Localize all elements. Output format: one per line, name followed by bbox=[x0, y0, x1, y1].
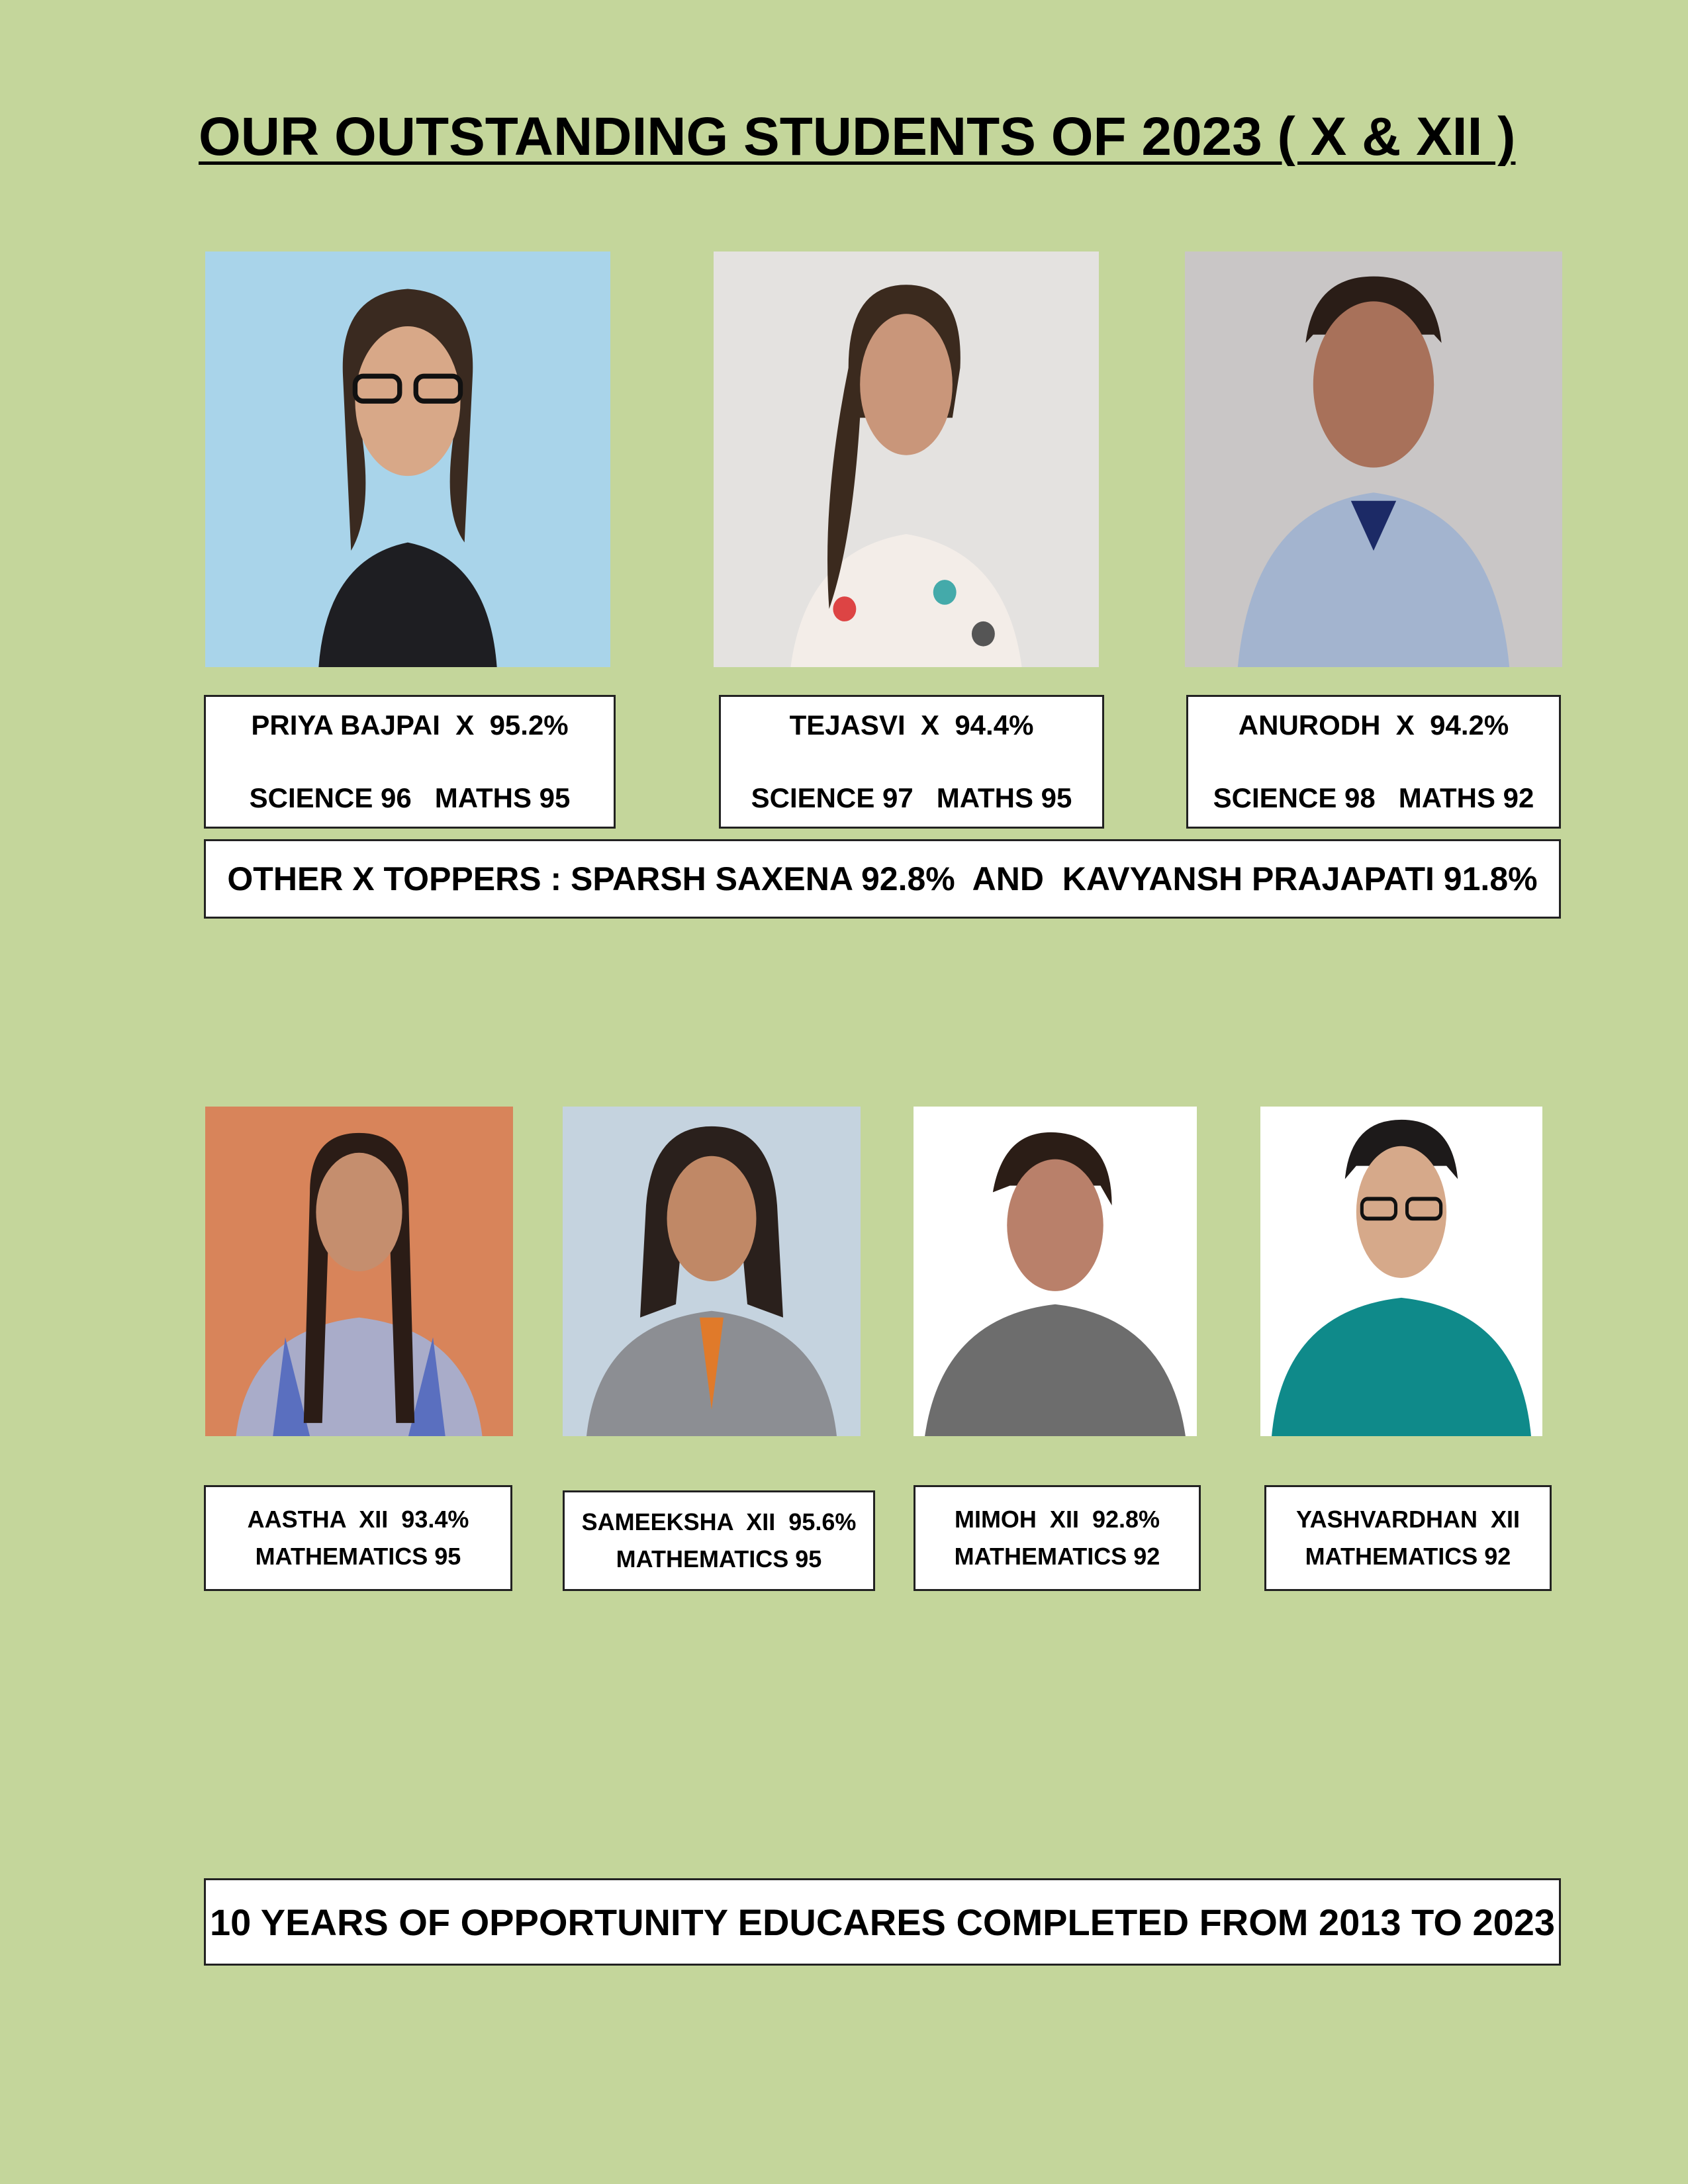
student-name-line: AASTHA XII 93.4% bbox=[247, 1506, 469, 1533]
student-photo-yashvardhan bbox=[1260, 1107, 1542, 1436]
student-photo-aastha bbox=[205, 1107, 513, 1436]
student-photo-tejasvi bbox=[714, 251, 1099, 667]
student-subject-line: MATHEMATICS 92 bbox=[954, 1543, 1160, 1570]
page-title: OUR OUTSTANDING STUDENTS OF 2023 ( X & XII ) bbox=[199, 107, 1516, 167]
student-name-line: TEJASVI X 94.4% bbox=[789, 709, 1034, 741]
student-card-yashvardhan bbox=[1264, 1485, 1552, 1591]
student-card-mimoh bbox=[914, 1485, 1201, 1591]
student-scores-line: SCIENCE 98 MATHS 92 bbox=[1213, 782, 1534, 813]
student-name-line: SAMEEKSHA XII 95.6% bbox=[581, 1508, 857, 1535]
student-photo-anurodh bbox=[1185, 251, 1562, 667]
student-card-sameeksha bbox=[563, 1490, 875, 1591]
student-scores-line: SCIENCE 96 MATHS 95 bbox=[249, 782, 571, 813]
student-name-line: ANURODH X 94.2% bbox=[1238, 709, 1509, 741]
student-name-line: YASHVARDHAN XII bbox=[1295, 1506, 1521, 1533]
student-card-priya bbox=[204, 695, 616, 829]
student-name-line: MIMOH XII 92.8% bbox=[954, 1506, 1160, 1533]
student-photo-priya bbox=[205, 251, 610, 667]
student-name-line: PRIYA BAJPAI X 95.2% bbox=[251, 709, 569, 741]
student-card-anurodh bbox=[1186, 695, 1561, 829]
footer-text: 10 YEARS OF OPPORTUNITY EDUCARES COMPLETED FROM 2013 TO 2023 bbox=[209, 1901, 1556, 1943]
student-card-tejasvi bbox=[719, 695, 1104, 829]
other-toppers-text: OTHER X TOPPERS : SPARSH SAXENA 92.8% AND KAVYANSH PRAJAPATI 91.8% bbox=[227, 860, 1538, 897]
student-scores-line: SCIENCE 97 MATHS 95 bbox=[751, 782, 1072, 813]
footer-banner bbox=[204, 1878, 1561, 1966]
student-subject-line: MATHEMATICS 95 bbox=[616, 1545, 822, 1572]
student-photo-sameeksha bbox=[563, 1107, 861, 1436]
student-card-aastha bbox=[204, 1485, 512, 1591]
student-photo-mimoh bbox=[914, 1107, 1197, 1436]
student-subject-line: MATHEMATICS 95 bbox=[255, 1543, 461, 1570]
other-toppers-banner bbox=[204, 839, 1561, 919]
student-subject-line: MATHEMATICS 92 bbox=[1305, 1543, 1511, 1570]
